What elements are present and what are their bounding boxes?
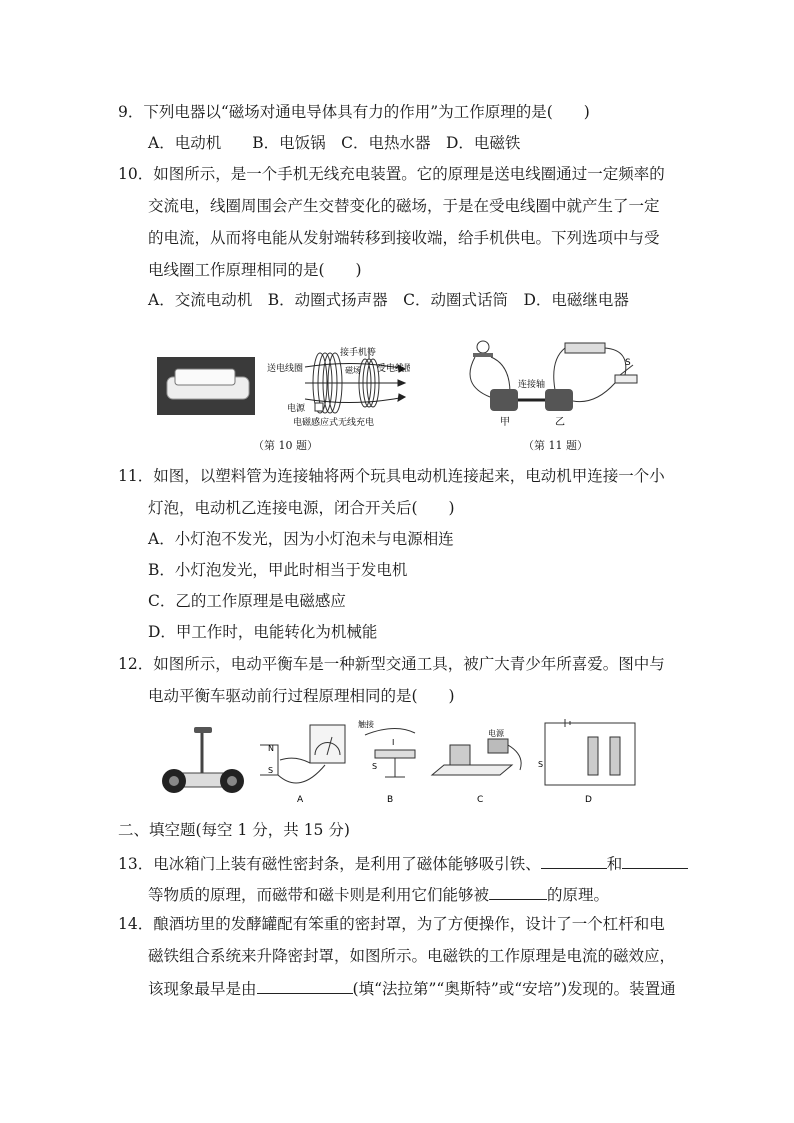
label-send-coil: 送电线圈: [267, 364, 304, 374]
option-c-diagram: [432, 739, 521, 775]
label-caption-inner: 电磁感应式无线充电: [293, 418, 375, 428]
q11-line-2: 灯泡，电动机乙连接电源，闭合开关后( ): [148, 499, 455, 517]
q11-option-c: C．乙的工作原理是电磁感应: [148, 592, 346, 610]
q12-line-2: 电动平衡车驱动前行过程原理相同的是( ): [148, 687, 455, 705]
figure-q11: [455, 335, 650, 430]
a-label-n: N: [268, 744, 274, 753]
balance-scooter: [162, 727, 244, 793]
q11-option-a: A．小灯泡不发光，因为小灯泡未与电源相连: [148, 530, 454, 548]
q13-text-1b: 和: [606, 855, 623, 873]
caption-q10: （第 10 题）: [253, 439, 318, 452]
label-axis: 连接轴: [518, 380, 546, 390]
q14-line-2: 磁铁组合系统来升降密封罩，如图所示。电磁铁的工作原理是电流的磁效应，: [148, 947, 676, 965]
label-receive-coil: 受电线圈: [377, 364, 410, 374]
q14-line-1: 14．酿酒坊里的发酵罐配有笨重的密封罩，为了方便操作，设计了一个杠杆和电: [118, 915, 665, 933]
q10-line-4: 电线圈工作原理相同的是( ): [148, 261, 362, 279]
power-source: [315, 403, 323, 411]
q13-blank-3[interactable]: [489, 883, 547, 900]
option-c-label: C: [477, 795, 484, 805]
label-yi: 乙: [555, 417, 565, 428]
q13-text-2b: 的原理。: [547, 886, 610, 904]
caption-q11: （第 11 题）: [523, 439, 588, 452]
q13-line-2: [148, 883, 609, 905]
option-a-label: A: [297, 795, 304, 805]
q14-text-3a: 该现象最早是由: [148, 980, 257, 998]
b-label-s: S: [372, 762, 378, 771]
c-label-power: 电源: [488, 729, 504, 738]
label-field: 磁场: [345, 366, 361, 375]
label-jia: 甲: [500, 417, 510, 428]
q9-stem: 9．下列电器以“磁场对通电导体具有力的作用”为工作原理的是( ): [118, 103, 590, 121]
bulb-base: [473, 353, 493, 357]
label-power: 电源: [287, 404, 306, 414]
bulb-icon: [477, 341, 489, 353]
figure-q12: [160, 715, 650, 807]
q9-options: A．电动机 B．电饭锅 C．电热水器 D．电磁铁: [148, 134, 521, 152]
label-phone: 接手机等: [340, 348, 377, 358]
q14-line-3: [148, 977, 676, 999]
q14-blank-1[interactable]: [257, 977, 353, 994]
q10-options: A．交流电动机 B．动圈式扬声器 C．动圈式话筒 D．电磁继电器: [148, 291, 629, 309]
a-label-s: S: [268, 766, 274, 775]
q13-text-1a: 13．电冰箱门上装有磁性密封条，是利用了磁体能够吸引铁、: [118, 855, 541, 873]
q12-line-1: 12．如图所示，电动平衡车是一种新型交通工具，被广大青少年所喜爱。图中与: [118, 655, 665, 673]
q14-text-3b: (填“法拉第”“奥斯特”或“安培”)发现的。装置通: [352, 980, 676, 998]
motor-jia: [490, 389, 518, 411]
q13-text-2a: 等物质的原理，而磁带和磁卡则是利用它们能够被: [148, 886, 490, 904]
wireless-charger-illustration: [155, 345, 410, 430]
switch-icon: [615, 375, 637, 383]
d-label-s: S: [538, 760, 544, 769]
option-b-label: B: [387, 795, 394, 805]
q10-line-3: 的电流，从而将电能从发射端转移到接收端，给手机供电。下列选项中与受: [148, 229, 660, 247]
q13-blank-2[interactable]: [622, 852, 688, 869]
motor-yi: [545, 389, 573, 411]
q11-line-1: 11．如图，以塑料管为连接轴将两个玩具电动机连接起来，电动机甲连接一个小: [118, 467, 665, 485]
motors-illustration: [455, 335, 650, 430]
q10-line-1: 10．如图所示，是一个手机无线充电装置。它的原理是送电线圈通过一定频率的: [118, 165, 665, 183]
b-label-i: I: [392, 738, 395, 747]
q10-line-2: 交流电，线圈周围会产生交替变化的磁场，于是在受电线圈中就产生了一定: [148, 197, 660, 215]
option-d-label: D: [585, 795, 592, 805]
q11-option-b: B．小灯泡发光，甲此时相当于发电机: [148, 561, 408, 579]
q13-blank-1[interactable]: [541, 852, 607, 869]
figure-q10: [155, 345, 410, 430]
section-2-title: 二、填空题(每空 1 分，共 15 分): [118, 821, 350, 839]
b-label-top: 触接: [358, 720, 374, 729]
battery-icon: [565, 343, 605, 353]
label-switch: S: [625, 358, 631, 368]
q11-option-d: D．甲工作时，电能转化为机械能: [148, 623, 378, 641]
q13-line-1: [118, 852, 688, 874]
q12-illustration: [160, 715, 650, 807]
phone: [175, 369, 235, 385]
option-d-diagram: [545, 719, 635, 785]
